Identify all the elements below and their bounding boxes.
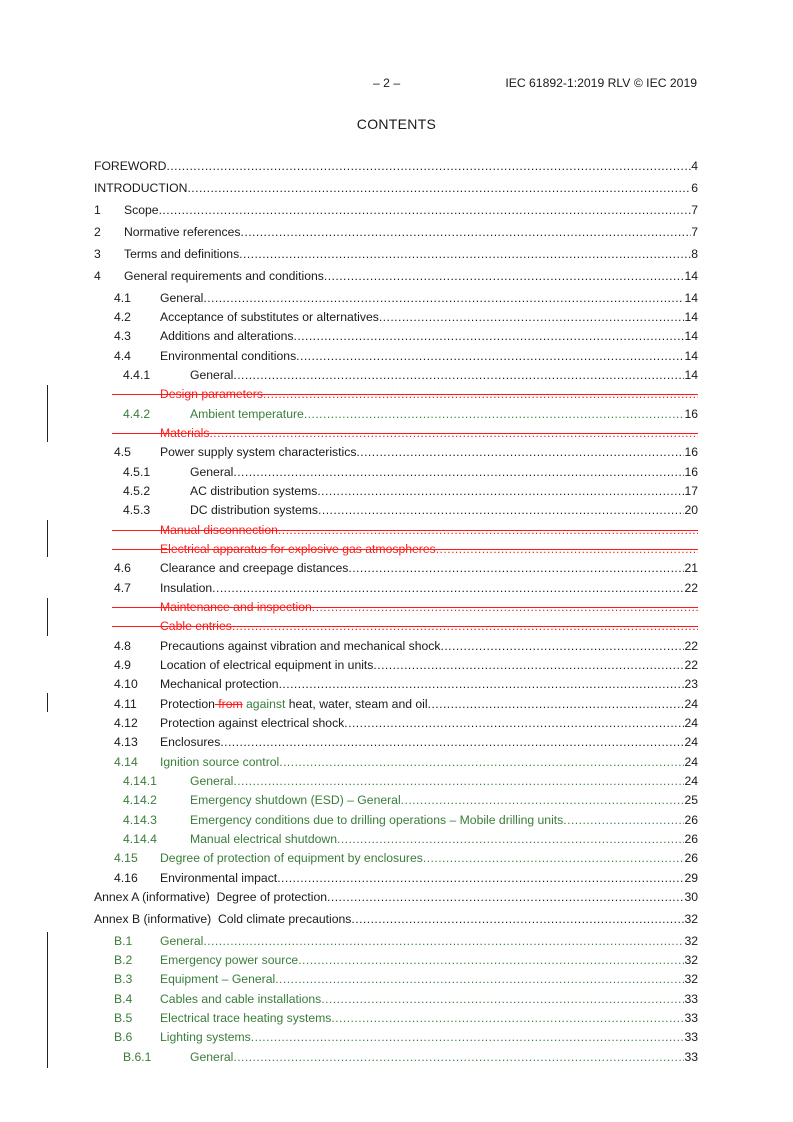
toc-entry-deleted[interactable]: Cable entries ..... <box>112 618 698 634</box>
toc-entry[interactable]: 4.4 Environmental conditions ..... 14 <box>94 348 698 364</box>
toc-entry-inserted[interactable]: 4.4.2 Ambient temperature ..... 16 <box>94 406 698 422</box>
toc-entry-inserted[interactable]: 4.14.2 Emergency shutdown (ESD) – General ..... 25 <box>94 792 698 808</box>
toc-entry-inserted[interactable]: B.4 Cables and cable installations ..... 33 <box>94 991 698 1007</box>
toc-entry[interactable]: Annex B (informative) Cold climate precautions ..... 32 <box>94 911 698 927</box>
toc-entry-inserted[interactable]: B.2 Emergency power source ..... 32 <box>94 952 698 968</box>
toc-entry[interactable]: 4.9 Location of electrical equipment in units ..... 22 <box>94 657 698 673</box>
toc-entry[interactable]: 4 General requirements and conditions ..... 14 <box>94 268 698 284</box>
page-number: – 2 – <box>373 76 401 90</box>
toc-entry[interactable]: 4.2 Acceptance of substitutes or alternatives ..... 14 <box>94 309 698 325</box>
toc-entry-deleted[interactable]: Maintenance and inspection ..... <box>112 599 698 615</box>
toc-entry[interactable]: 4.5.3 DC distribution systems ..... 20 <box>94 502 698 518</box>
toc-entry[interactable]: 4.7 Insulation ..... 22 <box>94 580 698 596</box>
toc-entry[interactable]: 4.10 Mechanical protection ..... 23 <box>94 676 698 692</box>
toc-entry[interactable]: Annex A (informative) Degree of protection ..... 30 <box>94 889 698 905</box>
toc-entry[interactable]: 4.3 Additions and alterations ..... 14 <box>94 328 698 344</box>
toc-entry[interactable]: 4.6 Clearance and creepage distances ..... 21 <box>94 560 698 576</box>
toc-entry-deleted[interactable]: Manual disconnection ..... <box>112 522 698 538</box>
toc-entry[interactable]: 4.16 Environmental impact ..... 29 <box>94 870 698 886</box>
inserted-text: against <box>242 697 286 711</box>
toc-entry[interactable]: 1 Scope ..... 7 <box>94 202 698 218</box>
toc-entry[interactable]: INTRODUCTION ..... 6 <box>94 180 698 196</box>
toc-entry-inserted[interactable]: B.1 General ..... 32 <box>94 933 698 949</box>
toc-entry-deleted[interactable]: Design parameters ..... <box>112 386 698 402</box>
toc-entry-inserted[interactable]: B.6.1 General ..... 33 <box>94 1049 698 1065</box>
toc-entry[interactable]: 4.4.1 General ..... 14 <box>94 367 698 383</box>
toc-entry[interactable]: 2 Normative references ..... 7 <box>94 224 698 240</box>
toc-entry-inserted[interactable]: B.6 Lighting systems ..... 33 <box>94 1029 698 1045</box>
document-identifier: IEC 61892-1:2019 RLV © IEC 2019 <box>505 76 697 90</box>
deleted-text: from <box>214 697 243 711</box>
toc-entry[interactable]: FOREWORD ..... 4 <box>94 158 698 174</box>
toc-entry-inserted[interactable]: B.5 Electrical trace heating systems ..... 33 <box>94 1010 698 1026</box>
contents-title: CONTENTS <box>356 116 437 132</box>
toc-entry-inserted[interactable]: B.3 Equipment – General ..... 32 <box>94 971 698 987</box>
toc-entry[interactable]: 4.8 Precautions against vibration and mechanical shock ..... 22 <box>94 638 698 654</box>
toc-entry[interactable]: 4.1 General ..... 14 <box>94 290 698 306</box>
toc-entry[interactable]: 4.12 Protection against electrical shock ..... 24 <box>94 715 698 731</box>
toc-entry-inserted[interactable]: 4.14.3 Emergency conditions due to drilling operations – Mobile drilling units ..... 26 <box>94 812 698 828</box>
toc-entry-deleted[interactable]: Materials ..... <box>112 425 698 441</box>
toc-entry-inserted[interactable]: 4.15 Degree of protection of equipment by enclosures ..... 26 <box>94 850 698 866</box>
toc-entry-inserted[interactable]: 4.14 Ignition source control ..... 24 <box>94 754 698 770</box>
toc-entry[interactable]: 3 Terms and definitions ..... 8 <box>94 246 698 262</box>
toc-entry-inserted[interactable]: 4.14.1 General ..... 24 <box>94 773 698 789</box>
toc-entry-deleted[interactable]: Electrical apparatus for explosive gas atmospheres ..... <box>112 541 698 557</box>
toc-entry[interactable]: 4.5.2 AC distribution systems ..... 17 <box>94 483 698 499</box>
toc-entry[interactable]: 4.11 Protection from against heat, water, steam and oil ..... 24 <box>94 696 698 712</box>
toc-entry[interactable]: 4.13 Enclosures ..... 24 <box>94 734 698 750</box>
toc-entry[interactable]: 4.5.1 General ..... 16 <box>94 464 698 480</box>
toc-entry-inserted[interactable]: 4.14.4 Manual electrical shutdown ..... 26 <box>94 831 698 847</box>
toc-entry[interactable]: 4.5 Power supply system characteristics ..... 16 <box>94 444 698 460</box>
